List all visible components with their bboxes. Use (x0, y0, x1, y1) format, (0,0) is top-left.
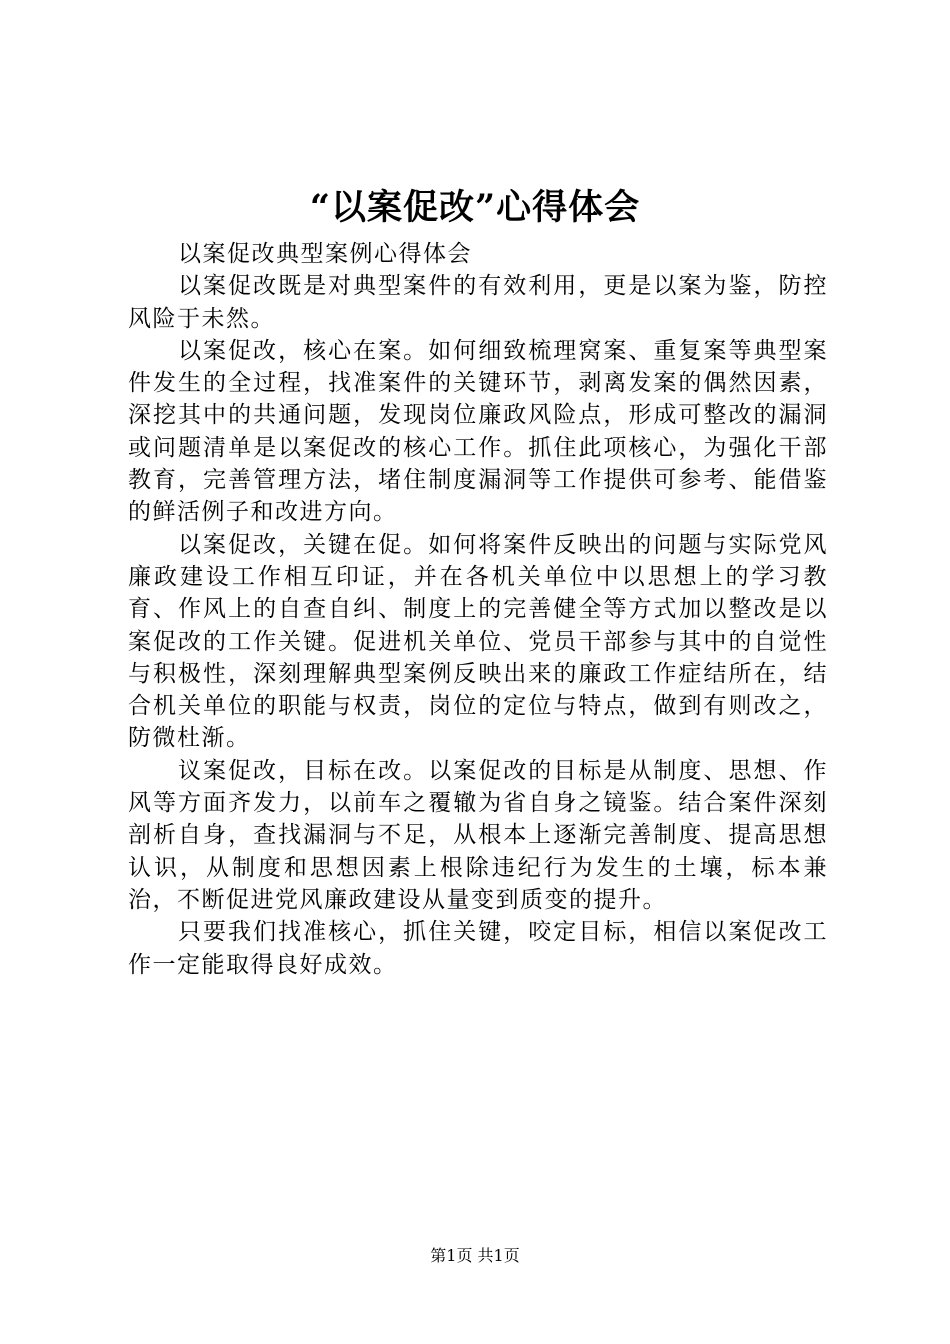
body-paragraph: 以案促改既是对典型案件的有效利用，更是以案为鉴，防控风险于未然。 (128, 273, 828, 332)
document-title: “以案促改”心得体会 (309, 187, 641, 228)
body-paragraph: 以案促改，关键在促。如何将案件反映出的问题与实际党风廉政建设工作相互印证，并在各机关单位中以思想上的学习教育、作风上的自查自纠、制度上的完善健全等方式加以整改是以案促改的工作关键。促进机关单位、党员干部参与其中的自觉性与积极性，深刻理解典型案例反映出来的廉政工作症结所在，结合机关单位的职能与权责，岗位的定位与特点，做到有则改之，防微杜渐。 (128, 531, 828, 752)
body-paragraph: 以案促改，核心在案。如何细致梳理窝案、重复案等典型案件发生的全过程，找准案件的关键环节，剥离发案的偶然因素，深挖其中的共通问题，发现岗位廉政风险点，形成可整改的漏洞或问题清单是以案促改的核心工作。抓住此项核心，为强化干部教育，完善管理方法，堵住制度漏洞等工作提供可参考、能借鉴的鲜活例子和改进方向。 (128, 337, 828, 526)
document-body (128, 238, 828, 981)
page-footer: 第1页 共1页 (430, 1246, 520, 1265)
subtitle-paragraph: 以案促改典型案例心得体会 (178, 241, 472, 267)
body-paragraph: 只要我们找准核心，抓住关键，咬定目标，相信以案促改工作一定能取得良好成效。 (128, 919, 828, 978)
body-paragraph: 议案促改，目标在改。以案促改的目标是从制度、思想、作风等方面齐发力，以前车之覆辙为省自身之镜鉴。结合案件深刻剖析自身，查找漏洞与不足，从根本上逐渐完善制度、提高思想认识，从制度和思想因素上根除违纪行为发生的土壤，标本兼治，不断促进党风廉政建设从量变到质变的提升。 (128, 757, 828, 913)
